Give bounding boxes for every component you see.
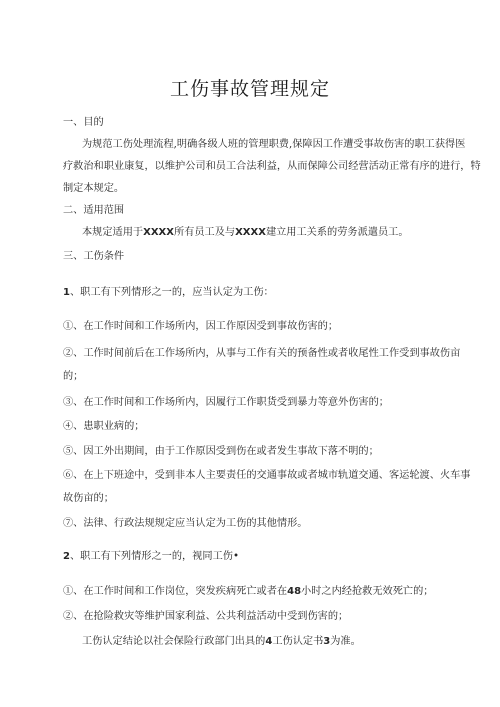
purpose-heading: 一、目的: [63, 117, 104, 128]
conclusion-paragraph: [82, 635, 361, 649]
condition-1-item-2-line-1: ②、工作时间前后在工作场所内，从事与工作有关的预备性或者收尾性工作受到事故伤亩: [63, 348, 461, 359]
condition-1-heading: [63, 286, 274, 300]
condition-1-item-7: ⑦、法律、行政法规规定应当认定为工伤的其他情形。: [63, 518, 308, 529]
conditions-heading: 三、工伤条件: [63, 251, 125, 262]
conclusion-text-pre: 工伤认定结论以社会保险行政部门出具的: [82, 636, 266, 647]
document-title: 工伤事故管理规定: [169, 78, 330, 100]
condition-1-item-5: ⑤、因工外出期间，由于工作原因受到伤在或者发生事故下落不明的；: [63, 446, 379, 457]
scope-heading: 二、适用范围: [63, 205, 125, 216]
condition-2-number: 2: [63, 551, 70, 562]
condition-1-number: 1: [63, 287, 70, 298]
condition-2-item-1-post: 小时之内经抢救无效死亡的；: [301, 586, 434, 597]
purpose-paragraph-line-3: 制定本规定。: [63, 183, 125, 194]
conclusion-text-mid: 工伤认定书: [272, 636, 324, 647]
purpose-paragraph-line-1: 为规范工伤处理流程,明确各级人班的管理职费,保障因工作遭受事故伤害的职工获得医: [82, 139, 466, 150]
scope-company-2: XXXX: [235, 227, 266, 238]
condition-1-text: 、职工有下列情形之一的，应当认定为工伤：: [69, 287, 274, 298]
purpose-paragraph-line-2: 疗救治和职业康复，以维护公司和员工合法利益，从而保障公司经营活动正常有序的进行，特: [63, 161, 481, 172]
condition-1-item-6-line-2: 故伤亩的；: [63, 493, 114, 504]
condition-1-item-6-line-1: ⑥、在上下班途中，受到非本人主要责任的交通事故或者城市轨道交通、客运轮渡、火车事: [63, 470, 471, 481]
condition-2-item-1-hours: 48: [287, 586, 302, 597]
condition-1-item-4: ④、患职业病的；: [63, 421, 145, 432]
condition-2-heading: [63, 550, 239, 564]
scope-text-pre: 本规定适用于: [82, 227, 144, 238]
condition-2-item-1-pre: ①、在工作时间和工作岗位，突发疾病死亡或者在: [63, 586, 288, 597]
scope-paragraph: [82, 226, 409, 240]
scope-text-mid: 所有员工及与: [173, 227, 236, 238]
scope-company-1: XXXX: [143, 227, 174, 238]
condition-2-item-1: [63, 585, 433, 599]
condition-1-item-2-line-2: 的；: [63, 371, 84, 382]
condition-2-item-2: ②、在抢险救灾等维护国家利益、公共利益活动中受到伤害的；: [63, 611, 349, 622]
condition-1-item-1: ①、在工作时间和工作场所内，因工作原因受到事故伤害的；: [63, 321, 339, 332]
condition-1-item-3: ③、在工作时间和工作场所内，因履行工作职货受到暴力等意外伤害的；: [63, 397, 389, 408]
condition-2-text: 、职工有下列情形之一的，视同工伤•: [69, 551, 239, 562]
scope-text-post: 建立用工关系的劳务派遣员工。: [265, 227, 409, 238]
conclusion-number-2: 3: [323, 636, 331, 647]
conclusion-number-1: 4: [265, 636, 273, 647]
conclusion-text-post: 为准。: [330, 636, 361, 647]
